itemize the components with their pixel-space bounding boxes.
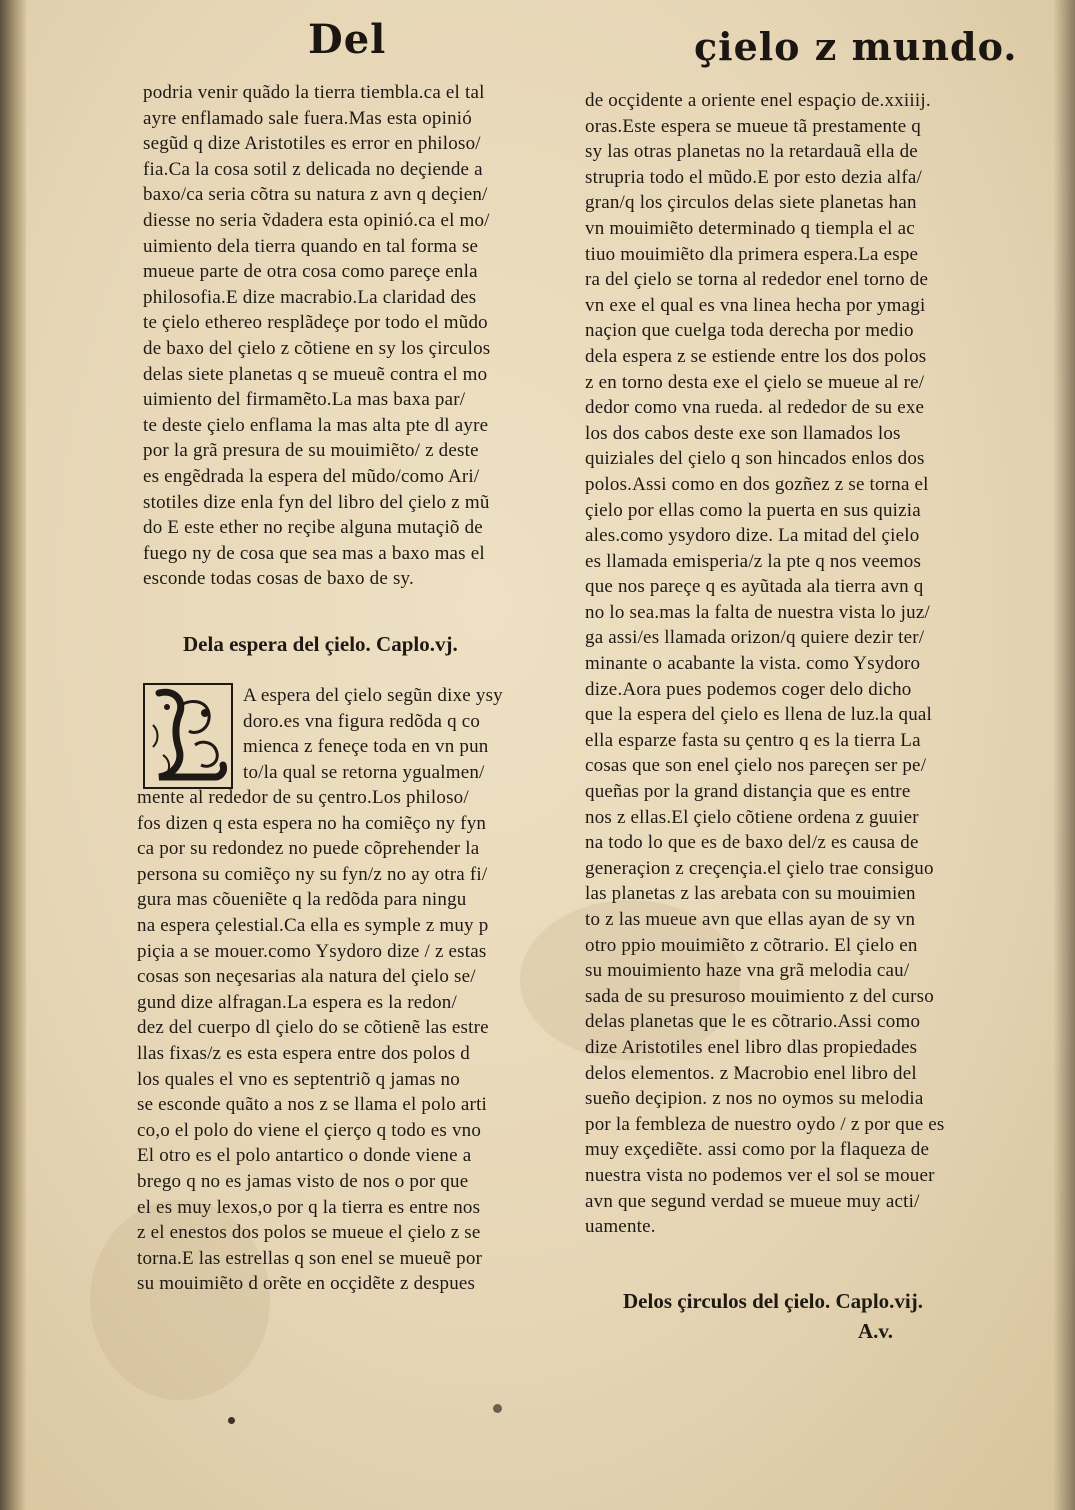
text-line: su mouimiẽto d orẽte en ocçidẽte z despues	[137, 1273, 476, 1295]
text-line: mente al rededor de su çentro.Los philoso/	[137, 787, 469, 808]
text-line: to z las mueue avn que ellas ayan de sy vn	[585, 909, 916, 930]
text-line: philosofia.E dize macrabio.La claridad des	[143, 286, 477, 308]
text-line: co,o el polo do viene el çierço q todo es vno	[137, 1119, 482, 1141]
text-line: de ocçidente a oriente enel espaçio de.xxiiij.	[585, 90, 931, 111]
text-line: dez del cuerpo dl çielo do se cõtienẽ las estre	[137, 1017, 489, 1039]
text-line: cosas que son enel çielo nos pareçen ser pe/	[585, 755, 927, 777]
text-line: nuestra vista no podemos ver el sol se mouer	[585, 1164, 935, 1186]
text-line: El otro es el polo antartico o donde viene a	[137, 1145, 472, 1167]
text-line: ales.como ysydoro dize. La mitad del çielo	[585, 525, 920, 547]
text-line: por la grã presura de su mouimiẽto/ z deste	[143, 440, 479, 462]
text-line: sueño deçipion. z nos no oymos su melodia	[585, 1088, 924, 1110]
text-line: los dos cabos deste exe son llamados los	[585, 422, 901, 444]
text-line: tiuo mouimiẽto dla primera espera.La espe	[585, 243, 919, 265]
text-line: avn que segund verdad se mueue muy acti/	[585, 1190, 920, 1212]
right-column	[585, 88, 975, 1240]
decorated-initial-l	[143, 683, 233, 789]
ink-dot	[228, 1417, 235, 1424]
text-line: muy exçediẽte. assi como por la flaqueza de	[585, 1139, 930, 1161]
text-line: uimiento dela tierra quando en tal forma se	[143, 235, 479, 257]
text-line: queñas por la grand distançia que es entre	[585, 781, 911, 803]
text-line: de baxo del çielo z cõtiene en sy los çirculos	[143, 337, 491, 359]
signature-mark: A.v.	[858, 1319, 894, 1343]
text-line: dela espera z se estiende entre los dos polos	[585, 345, 927, 367]
text-line: dize.Aora pues podemos coger delo dicho	[585, 678, 912, 700]
text-line: oras.Este espera se mueue tã prestamente q	[585, 115, 922, 137]
text-line: diesse no seria ṽdadera esta opinió.ca el mo/	[143, 209, 490, 231]
running-header-left: Del	[308, 16, 387, 63]
text-line: que la espera del çielo es llena de luz.la qual	[585, 704, 933, 726]
text-line: gund dize alfragan.La espera es la redon/	[137, 991, 457, 1013]
text-line: naçion que cuelga toda derecha por medio	[585, 320, 914, 342]
text-line: sy las otras planetas no la retardauã ella de	[585, 141, 918, 163]
left-column-initial-lines	[243, 683, 533, 785]
text-line: sada de su presuroso mouimiento z del curso	[585, 985, 934, 1007]
text-line: delos elementos. z Macrobio enel libro del	[585, 1062, 917, 1084]
text-line: strupria todo el mũdo.E por esto dezia alfa/	[585, 166, 922, 188]
text-line: dize Aristotiles enel libro dlas propiedades	[585, 1036, 918, 1058]
text-line: su mouimiento haze vna grã melodia cau/	[585, 960, 910, 982]
text-line: minante o acabante la vista. como Ysydoro	[585, 653, 921, 675]
text-line: vn mouimiẽto determinado q tiempla el ac	[585, 217, 915, 239]
chapter-heading-right: Delos çirculos del çielo. Caplo.vij.	[623, 1289, 923, 1313]
text-line: na espera çelestial.Ca ella es symple z muy p	[137, 914, 489, 936]
chapter-heading-left: Dela espera del çielo. Caplo.vj.	[183, 632, 458, 656]
text-line: te çielo ethereo resplãdeçe por todo el mũdo	[143, 312, 488, 334]
text-line: ella esparze fasta su çentro q es la tierra La	[585, 729, 921, 751]
text-line: to/la qual se retorna ygualmen/	[243, 761, 485, 783]
text-line: baxo/ca seria cõtra su natura z avn q deçien/	[143, 184, 488, 206]
text-line: z en torno desta exe el çielo se mueue al re/	[585, 371, 925, 393]
text-line: que nos pareçe q es ayũtada ala tierra avn q	[585, 576, 924, 598]
text-line: por la fembleza de nuestro oydo / z por que es	[585, 1113, 945, 1135]
text-line: gran/q los çirculos delas siete planetas han	[585, 192, 917, 214]
text-line: fia.Ca la cosa sotil z delicada no deçiende a	[143, 158, 483, 180]
text-line: quiziales del çielo q son hincados enlos dos	[585, 448, 925, 470]
text-line: A espera del çielo segũn dixe ysy	[243, 685, 503, 706]
text-line: stotiles dize enla fyn del libro del çielo z mũ	[143, 491, 490, 513]
book-spine-shadow	[0, 0, 26, 1510]
left-column-bottom	[137, 785, 527, 1297]
text-line: vn exe el qual es vna linea hecha por ymagi	[585, 294, 926, 316]
text-line: no lo sea.mas la falta de nuestra vista lo juz/	[585, 601, 930, 623]
text-line: los quales el vno es septentriõ q jamas no	[137, 1068, 460, 1090]
text-line: fos dizen q esta espera no ha comiẽço ny fyn	[137, 812, 487, 834]
text-line: polos.Assi como en dos gozñez z se torna el	[585, 473, 929, 495]
text-line: el es muy lexos,o por q la tierra es entre nos	[137, 1196, 481, 1218]
text-line: uimiento del firmamẽto.La mas baxa par/	[143, 389, 466, 411]
text-line: mienca z feneçe toda en vn pun	[243, 736, 489, 758]
text-line: fuego ny de cosa que sea mas a baxo mas el	[143, 542, 485, 564]
text-line: uamente.	[585, 1216, 656, 1238]
text-line: mueue parte de otra cosa como pareçe enla	[143, 261, 478, 283]
text-line: doro.es vna figura redõda q co	[243, 710, 481, 732]
text-line: na todo lo que es de baxo del/z es causa de	[585, 832, 919, 854]
text-line: se esconde quãto a nos z se llama el polo arti	[137, 1094, 488, 1116]
text-line: podria venir quãdo la tierra tiembla.ca el tal	[143, 82, 485, 103]
text-line: dedor como vna rueda. al rededor de su exe	[585, 397, 925, 419]
ink-dot	[493, 1404, 502, 1413]
text-line: es engẽdrada la espera del mũdo/como Ari/	[143, 465, 480, 487]
text-line: ca por su redondez no puede cõprehender la	[137, 838, 480, 860]
text-line: ga assi/es llamada orizon/q quiere dezir ter/	[585, 627, 925, 649]
text-line: persona su comiẽço ny su fyn/z no ay otra fi/	[137, 863, 488, 885]
text-line: las planetas z las arebata con su mouimien	[585, 883, 916, 905]
text-line: delas siete planetas q se mueuẽ contra el mo	[143, 363, 488, 385]
text-line: piçia a se mouer.como Ysydoro dize / z estas	[137, 940, 487, 962]
running-header-right: çielo z mundo.	[694, 24, 1018, 69]
ornamental-initial-icon	[145, 685, 231, 787]
text-line: z el enestos dos polos se mueue el çielo z se	[137, 1222, 481, 1244]
text-line: generaçion z creçençia.el çielo trae consiguo	[585, 857, 934, 879]
text-line: torna.E las estrellas q son enel se mueuẽ por	[137, 1247, 483, 1269]
text-line: es llamada emisperia/z la pte q nos veemos	[585, 550, 922, 572]
text-line: delas planetas que le es cõtrario.Assi como	[585, 1011, 921, 1033]
text-line: te deste çielo enflama la mas alta pte dl ayre	[143, 414, 489, 436]
left-column-top	[143, 80, 523, 592]
text-line: otro ppio mouimiẽto z cõtrario. El çielo en	[585, 934, 918, 956]
text-line: gura mas cõueniẽte q la redõda para ningu	[137, 889, 467, 911]
text-line: brego q no es jamas visto de nos o por que	[137, 1170, 469, 1192]
text-line: cosas son neçesarias ala natura del çielo se/	[137, 966, 476, 988]
text-line: llas fixas/z es esta espera entre dos polos d	[137, 1042, 470, 1064]
text-line: segũd q dize Aristotiles es error en philoso/	[143, 133, 481, 155]
text-line: nos z ellas.El çielo cõtiene ordena z guuier	[585, 806, 919, 828]
text-line: ra del çielo se torna al rededor enel torno de	[585, 269, 929, 291]
text-line: çielo por ellas como la puerta en sus quizia	[585, 499, 921, 521]
text-line: do E este ether no reçibe alguna mutaçiõ de	[143, 517, 483, 539]
text-line: ayre enflamado sale fuera.Mas esta opinió	[143, 107, 472, 129]
text-line: esconde todas cosas de baxo de sy.	[143, 568, 414, 590]
page-edge-shadow	[1053, 0, 1075, 1510]
